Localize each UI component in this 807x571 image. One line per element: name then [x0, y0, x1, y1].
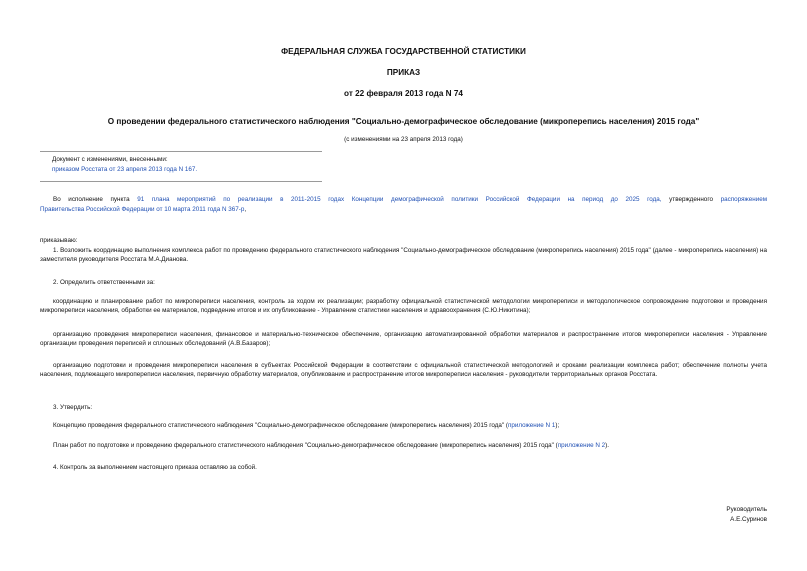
clause-3b-end: ). — [605, 442, 609, 449]
clause-4: 4. Контроль за выполнением настоящего приказа оставляю за собой. — [53, 464, 257, 471]
decree-link-2[interactable]: Правительства Российской Федерации от 10 марта 2011 года N 367-р — [40, 205, 245, 213]
amend-box-link[interactable]: приказом Росстата от 23 апреля 2013 года N 167. — [52, 166, 198, 173]
amend-box-bottom-rule — [40, 181, 322, 182]
annex-1-link[interactable]: приложение N 1 — [507, 422, 556, 429]
clause-1: 1. Возложить координацию выполнения комплекса работ по проведению федерального статистического наблюдения "Социально-демографическое обследование (микроперепись населения) 2015 года" (далее - микроперепись населения) на заместителя руководителя Росстата М.А.Дианова. — [40, 247, 767, 264]
date-number-heading: от 22 февраля 2013 года N 74 — [344, 89, 463, 98]
amended-note: (с изменениями на 23 апреля 2013 года) — [344, 136, 463, 143]
amend-box-top-rule — [40, 151, 322, 152]
doc-type-heading: ПРИКАЗ — [386, 68, 421, 77]
clause-3b-text: План работ по подготовке и проведению федерального статистического наблюдения "Социально-демографическое обследование (микроперепись населения) 2015 года" ( — [53, 442, 558, 449]
document-title: О проведении федерального статистического наблюдения "Социально-демографическое обследование (микроперепись населения) 2015 года" — [107, 117, 700, 126]
clause-3b — [40, 441, 767, 450]
clause-3a — [40, 421, 767, 430]
clause-3a-text: Концепцию проведения федерального статистического наблюдения "Социально-демографическое обследование (микроперепись населения) 2015 года" ( — [53, 422, 508, 429]
signature-name: А.Е.Суринов — [730, 515, 767, 523]
clause-3: 3. Утвердить: — [53, 404, 93, 411]
clause-3a-end: ); — [555, 422, 560, 429]
annex-2-link[interactable]: приложение N 2 — [557, 442, 606, 449]
intro-text-3: , — [244, 205, 247, 213]
intro-line-1 — [40, 195, 767, 204]
agency-heading: ФЕДЕРАЛЬНАЯ СЛУЖБА ГОСУДАРСТВЕННОЙ СТАТИСТИКИ — [281, 47, 526, 56]
intro-line-2 — [40, 205, 767, 214]
clause-2c: организацию подготовки и проведения микропереписи населения в субъектах Российской Федерации в соответствии с официальной статистической методологией и сроками реализации комплекса работ; обеспечение полноты учета населения, подлежащего микропереписи населения, первичную обработку материалов, опубликование и распространение итогов микропереписи населения - руководители территориальных органов Росстата. — [40, 362, 767, 379]
amend-box-caption: Документ с изменениями, внесенными: — [52, 156, 168, 163]
intro-text-1: Во исполнение пункта — [53, 196, 130, 203]
plan-link[interactable]: 91 плана мероприятий по реализации в 2011-2015 годах Концепции демографической политики Российской Федерации на период до 2025 года, — [137, 196, 662, 203]
clause-2: 2. Определить ответственными за: — [53, 279, 155, 286]
order-word: приказываю: — [40, 237, 78, 244]
intro-text-2: утвержденного — [669, 196, 713, 203]
signature-position: Руководитель — [726, 506, 767, 513]
clause-2b: организацию проведения микропереписи населения, финансовое и материально-техническое обеспечение, организацию автоматизированной обработки материалов и распространение итогов микропереписи населения - Управление организации проведения переписей и сплошных обследований (А.В.Базаров); — [40, 331, 767, 348]
clause-2a: координацию и планирование работ по микропереписи населения, контроль за ходом их реализации; разработку официальной статистической методологии микропереписи и методологическое сопровождение подготовки и проведения микропереписи населения, обработки ее материалов, подведение итогов и их опубликование - Управление статистики населения и здравоохранения (С.Ю.Никитина); — [40, 298, 767, 315]
decree-link-1[interactable]: распоряжением — [720, 196, 768, 203]
